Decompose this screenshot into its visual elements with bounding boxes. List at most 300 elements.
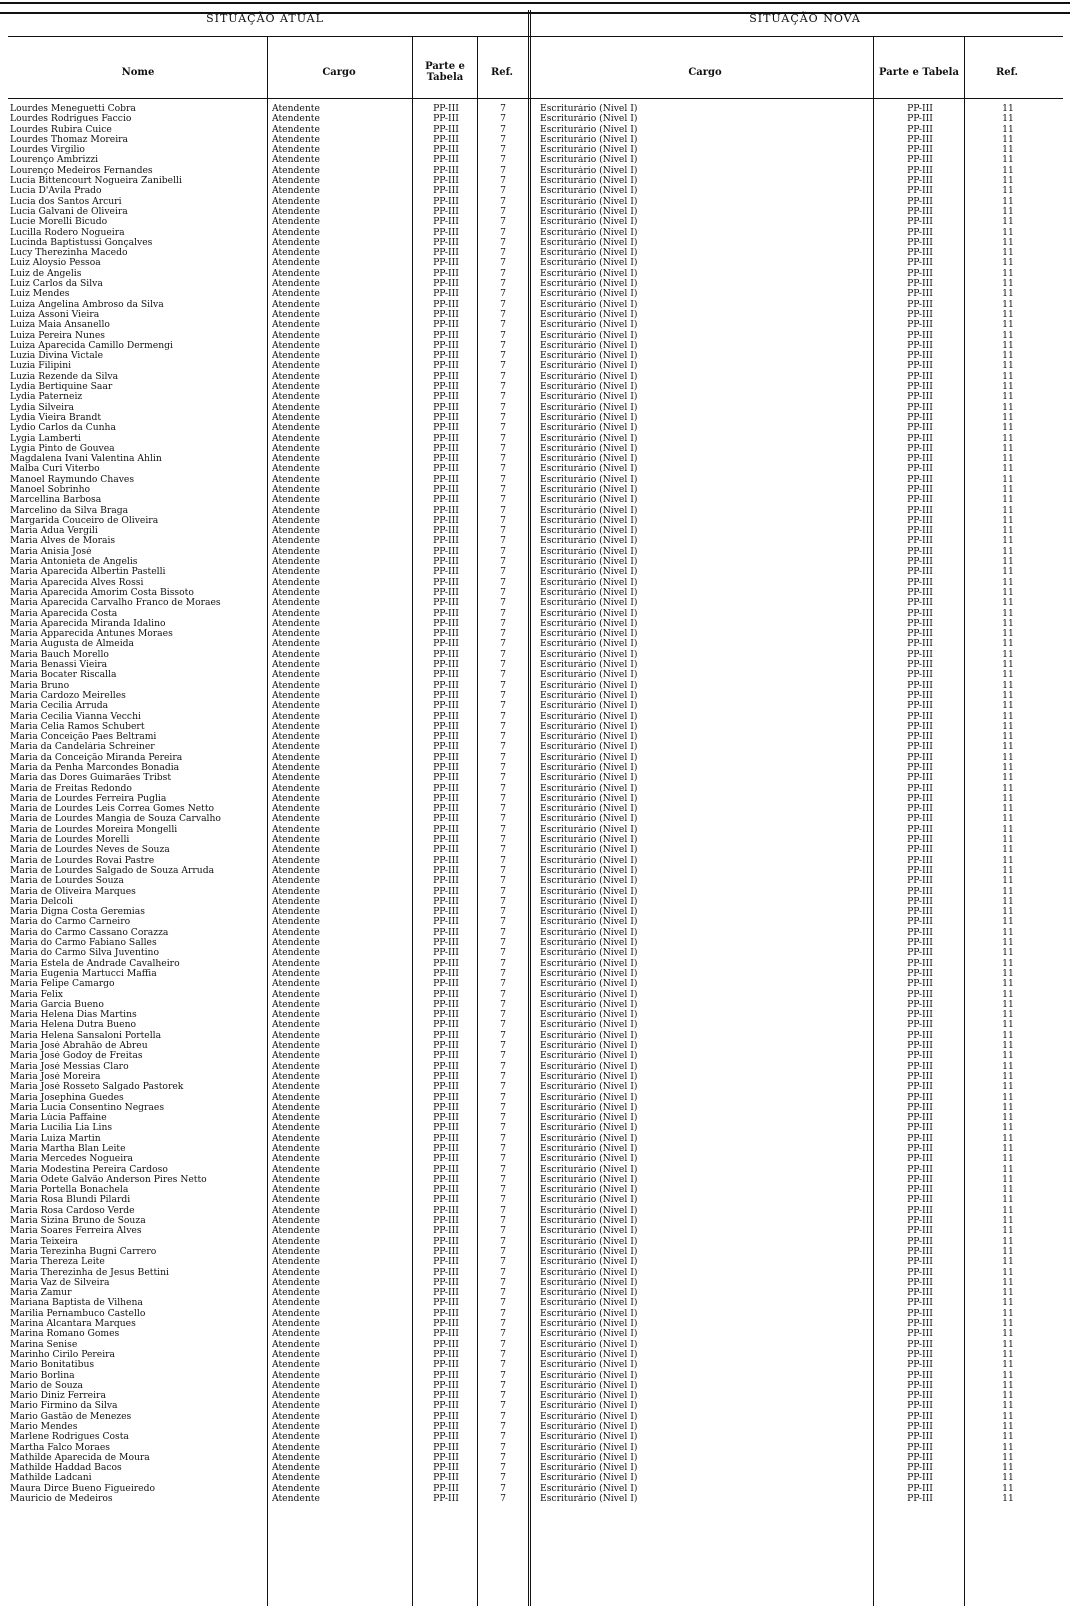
cargo-nova-cell: Escriturário (Nível I) [540, 824, 638, 835]
cargo-nova-cell: Escriturário (Nível I) [540, 1246, 638, 1257]
cargo-atual-cell: Atendente [272, 1246, 320, 1257]
parte-nova-cell: PP-III [907, 289, 933, 300]
parte-nova-cell: PP-III [907, 351, 933, 362]
table-row [0, 1072, 1070, 1082]
section-title-nova: SITUAÇÃO NOVA [749, 12, 861, 25]
table-row [0, 248, 1070, 258]
cargo-nova-cell: Escriturário (Nível I) [540, 536, 638, 547]
ref-nova-cell: 11 [1002, 206, 1014, 217]
parte-nova-cell: PP-III [907, 309, 933, 320]
parte-nova-cell: PP-III [907, 258, 933, 269]
cargo-atual-cell: Atendente [272, 340, 320, 351]
ref-atual-cell: 7 [500, 227, 506, 238]
ref-nova-cell: 11 [1002, 690, 1014, 701]
parte-nova-cell: PP-III [907, 1236, 933, 1247]
parte-atual-cell: PP-III [433, 763, 459, 773]
table-row [0, 887, 1070, 897]
ref-nova-cell: 11 [1002, 1442, 1014, 1453]
parte-nova-cell: PP-III [907, 1391, 933, 1402]
ref-atual-cell: 7 [500, 165, 506, 176]
table-row [0, 1010, 1070, 1020]
ref-nova-cell: 11 [1002, 999, 1014, 1010]
parte-nova-cell: PP-III [907, 1226, 933, 1237]
cargo-atual-cell: Atendente [272, 196, 320, 207]
ref-nova-cell: 11 [1002, 804, 1014, 815]
table-row [0, 516, 1070, 526]
parte-atual-cell: PP-III [433, 587, 459, 598]
table-row [0, 197, 1070, 207]
ref-atual-cell: 7 [500, 1195, 506, 1206]
ref-nova-cell: 11 [1002, 1185, 1014, 1196]
ref-nova-cell: 11 [1002, 1010, 1014, 1021]
ref-atual-cell: 7 [500, 1082, 506, 1093]
parte-nova-cell: PP-III [907, 1360, 933, 1371]
col-header-ref-nova: Ref. [995, 66, 1019, 78]
nome-cell: Maria da Conceição Miranda Pereira [10, 752, 183, 763]
ref-atual-cell: 7 [500, 989, 506, 1000]
table-row [0, 1051, 1070, 1061]
cargo-nova-cell: Escriturário (Nível I) [540, 423, 638, 434]
nome-cell: Luiza Maia Ansanello [10, 320, 110, 331]
table-row [0, 1453, 1070, 1463]
ref-nova-cell: 11 [1002, 793, 1014, 804]
cargo-nova-cell: Escriturário (Nível I) [540, 721, 638, 732]
cargo-atual-cell: Atendente [272, 989, 320, 1000]
parte-atual-cell: PP-III [433, 289, 459, 300]
table-row [0, 773, 1070, 783]
table-row [0, 948, 1070, 958]
cargo-atual-cell: Atendente [272, 773, 320, 784]
ref-nova-cell: 11 [1002, 196, 1014, 207]
parte-atual-cell: PP-III [433, 989, 459, 1000]
nome-cell: Lucia Galvani de Oliveira [10, 206, 128, 217]
cargo-atual-cell: Atendente [272, 1123, 320, 1134]
cargo-nova-cell: Escriturário (Nível I) [540, 742, 638, 753]
cargo-atual-cell: Atendente [272, 1174, 320, 1185]
ref-atual-cell: 7 [500, 1319, 506, 1330]
cargo-atual-cell: Atendente [272, 443, 320, 454]
ref-atual-cell: 7 [500, 1154, 506, 1165]
cargo-nova-cell: Escriturário (Nível I) [540, 145, 638, 156]
parte-atual-cell: PP-III [433, 649, 459, 660]
cargo-nova-cell: Escriturário (Nível I) [540, 958, 638, 969]
ref-atual-cell: 7 [500, 979, 506, 990]
ref-nova-cell: 11 [1002, 763, 1014, 773]
parte-atual-cell: PP-III [433, 557, 459, 568]
ref-atual-cell: 7 [500, 670, 506, 681]
nome-cell: Maria Cecilia Arruda [10, 701, 109, 712]
parte-atual-cell: PP-III [433, 968, 459, 979]
ref-atual-cell: 7 [500, 1041, 506, 1052]
parte-atual-cell: PP-III [433, 515, 459, 526]
cargo-nova-cell: Escriturário (Nível I) [540, 1051, 638, 1062]
cargo-atual-cell: Atendente [272, 1113, 320, 1124]
nome-cell: Maria Felix [10, 989, 63, 1000]
cargo-nova-cell: Escriturário (Nível I) [540, 690, 638, 701]
ref-atual-cell: 7 [500, 371, 506, 382]
nome-cell: Lourdes Virgilio [10, 145, 85, 156]
parte-atual-cell: PP-III [433, 1113, 459, 1124]
nome-cell: Lucilla Rodero Nogueira [10, 227, 125, 238]
cargo-atual-cell: Atendente [272, 1051, 320, 1062]
parte-nova-cell: PP-III [907, 454, 933, 465]
ref-nova-cell: 11 [1002, 968, 1014, 979]
nome-cell: Maria Vaz de Silveira [10, 1277, 110, 1288]
ref-atual-cell: 7 [500, 886, 506, 897]
nome-cell: Maria Martha Blan Leite [10, 1143, 126, 1154]
ref-atual-cell: 7 [500, 505, 506, 516]
ref-atual-cell: 7 [500, 1020, 506, 1031]
parte-atual-cell: PP-III [433, 1082, 459, 1093]
ref-nova-cell: 11 [1002, 1401, 1014, 1412]
ref-atual-cell: 7 [500, 824, 506, 835]
ref-atual-cell: 7 [500, 237, 506, 248]
cargo-atual-cell: Atendente [272, 1143, 320, 1154]
ref-nova-cell: 11 [1002, 1061, 1014, 1072]
ref-nova-cell: 11 [1002, 1267, 1014, 1278]
table-row [0, 938, 1070, 948]
ref-atual-cell: 7 [500, 557, 506, 568]
nome-cell: Maria Anisia José [10, 546, 92, 557]
parte-atual-cell: PP-III [433, 783, 459, 794]
ref-nova-cell: 11 [1002, 382, 1014, 393]
ref-nova-cell: 11 [1002, 165, 1014, 176]
table-row [0, 1103, 1070, 1113]
parte-atual-cell: PP-III [433, 845, 459, 856]
parte-atual-cell: PP-III [433, 629, 459, 640]
cargo-atual-cell: Atendente [272, 629, 320, 640]
cargo-atual-cell: Atendente [272, 1092, 320, 1103]
table-row [0, 1237, 1070, 1247]
table-row [0, 835, 1070, 845]
cargo-atual-cell: Atendente [272, 351, 320, 362]
cargo-atual-cell: Atendente [272, 835, 320, 846]
parte-nova-cell: PP-III [907, 680, 933, 691]
parte-atual-cell: PP-III [433, 1257, 459, 1268]
nome-cell: Maria Cecilia Vianna Vecchi [10, 711, 141, 722]
table-row [0, 567, 1070, 577]
table-row [0, 351, 1070, 361]
table-row [0, 1144, 1070, 1154]
cargo-nova-cell: Escriturário (Nível I) [540, 186, 638, 197]
ref-atual-cell: 7 [500, 536, 506, 547]
table-row [0, 1288, 1070, 1298]
nome-cell: Luiz Aloysio Pessoa [10, 258, 101, 269]
parte-atual-cell: PP-III [433, 896, 459, 907]
parte-atual-cell: PP-III [433, 196, 459, 207]
ref-nova-cell: 11 [1002, 618, 1014, 629]
nome-cell: Luiz de Angelis [10, 268, 82, 279]
ref-nova-cell: 11 [1002, 660, 1014, 671]
parte-atual-cell: PP-III [433, 742, 459, 753]
nome-cell: Luiz Carlos da Silva [10, 279, 103, 290]
nome-cell: Mathilde Haddad Bacos [10, 1463, 122, 1474]
col-header-cargo: Cargo [322, 66, 356, 78]
cargo-atual-cell: Atendente [272, 1041, 320, 1052]
ref-atual-cell: 7 [500, 1185, 506, 1196]
parte-nova-cell: PP-III [907, 701, 933, 712]
ref-nova-cell: 11 [1002, 783, 1014, 794]
cargo-nova-cell: Escriturário (Nível I) [540, 1463, 638, 1474]
table-row [0, 814, 1070, 824]
table-row [0, 650, 1070, 660]
table-row [0, 1020, 1070, 1030]
parte-nova-cell: PP-III [907, 1329, 933, 1340]
parte-nova-cell: PP-III [907, 989, 933, 1000]
parte-atual-cell: PP-III [433, 361, 459, 372]
cargo-atual-cell: Atendente [272, 1422, 320, 1432]
ref-atual-cell: 7 [500, 896, 506, 907]
ref-nova-cell: 11 [1002, 484, 1014, 495]
ref-atual-cell: 7 [500, 968, 506, 979]
cargo-atual-cell: Atendente [272, 1277, 320, 1288]
nome-cell: Lourdes Rodrigues Faccio [10, 114, 132, 125]
table-row [0, 691, 1070, 701]
parte-atual-cell: PP-III [433, 227, 459, 238]
cargo-nova-cell: Escriturário (Nível I) [540, 1329, 638, 1340]
parte-atual-cell: PP-III [433, 1380, 459, 1391]
cargo-atual-cell: Atendente [272, 865, 320, 876]
parte-nova-cell: PP-III [907, 145, 933, 156]
table-row [0, 1298, 1070, 1308]
parte-atual-cell: PP-III [433, 1483, 459, 1494]
table-row [0, 1185, 1070, 1195]
parte-atual-cell: PP-III [433, 1246, 459, 1257]
cargo-nova-cell: Escriturário (Nível I) [540, 1185, 638, 1196]
ref-atual-cell: 7 [500, 1339, 506, 1350]
cargo-atual-cell: Atendente [272, 227, 320, 238]
parte-nova-cell: PP-III [907, 1401, 933, 1412]
ref-nova-cell: 11 [1002, 1205, 1014, 1216]
cargo-atual-cell: Atendente [272, 186, 320, 197]
cargo-atual-cell: Atendente [272, 1463, 320, 1474]
parte-nova-cell: PP-III [907, 536, 933, 547]
parte-nova-cell: PP-III [907, 515, 933, 526]
parte-nova-cell: PP-III [907, 855, 933, 866]
parte-nova-cell: PP-III [907, 629, 933, 640]
parte-nova-cell: PP-III [907, 1494, 933, 1505]
nome-cell: Lygia Pinto de Gouvea [10, 443, 115, 454]
parte-atual-cell: PP-III [433, 1051, 459, 1062]
cargo-atual-cell: Atendente [272, 587, 320, 598]
cargo-atual-cell: Atendente [272, 948, 320, 959]
parte-atual-cell: PP-III [433, 1360, 459, 1371]
cargo-nova-cell: Escriturário (Nível I) [540, 1133, 638, 1144]
table-row [0, 1062, 1070, 1072]
ref-nova-cell: 11 [1002, 1246, 1014, 1257]
table-row [0, 176, 1070, 186]
nome-cell: Maria Helena Sansaloni Portella [10, 1030, 162, 1041]
cargo-nova-cell: Escriturário (Nível I) [540, 886, 638, 897]
cargo-atual-cell: Atendente [272, 1226, 320, 1237]
ref-nova-cell: 11 [1002, 1391, 1014, 1402]
nome-cell: Lucia dos Santos Arcuri [10, 196, 122, 207]
ref-nova-cell: 11 [1002, 567, 1014, 578]
table-row [0, 917, 1070, 927]
ref-nova-cell: 11 [1002, 1298, 1014, 1309]
ref-nova-cell: 11 [1002, 629, 1014, 640]
ref-atual-cell: 7 [500, 701, 506, 712]
cargo-atual-cell: Atendente [272, 454, 320, 465]
cargo-nova-cell: Escriturário (Nível I) [540, 1308, 638, 1319]
cargo-nova-cell: Escriturário (Nível I) [540, 1277, 638, 1288]
cargo-nova-cell: Escriturário (Nível I) [540, 1360, 638, 1371]
nome-cell: Lucy Therezinha Macedo [10, 248, 128, 259]
table-row [0, 1484, 1070, 1494]
ref-atual-cell: 7 [500, 1205, 506, 1216]
table-row [0, 959, 1070, 969]
nome-cell: Maria Garcia Bueno [10, 999, 104, 1010]
ref-atual-cell: 7 [500, 814, 506, 825]
ref-atual-cell: 7 [500, 1483, 506, 1494]
table-row [0, 145, 1070, 155]
parte-nova-cell: PP-III [907, 1185, 933, 1196]
table-row [0, 1195, 1070, 1205]
parte-nova-cell: PP-III [907, 1246, 933, 1257]
ref-atual-cell: 7 [500, 855, 506, 866]
cargo-nova-cell: Escriturário (Nível I) [540, 320, 638, 331]
parte-atual-cell: PP-III [433, 804, 459, 815]
ref-atual-cell: 7 [500, 1061, 506, 1072]
cargo-nova-cell: Escriturário (Nível I) [540, 351, 638, 362]
table-row [0, 1432, 1070, 1442]
parte-atual-cell: PP-III [433, 1329, 459, 1340]
parte-atual-cell: PP-III [433, 474, 459, 485]
ref-atual-cell: 7 [500, 1113, 506, 1124]
ref-nova-cell: 11 [1002, 1463, 1014, 1474]
ref-nova-cell: 11 [1002, 1123, 1014, 1134]
cargo-nova-cell: Escriturário (Nível I) [540, 526, 638, 537]
ref-nova-cell: 11 [1002, 773, 1014, 784]
parte-nova-cell: PP-III [907, 484, 933, 495]
parte-atual-cell: PP-III [433, 1143, 459, 1154]
parte-atual-cell: PP-III [433, 567, 459, 578]
cargo-atual-cell: Atendente [272, 1432, 320, 1443]
cargo-nova-cell: Escriturário (Nível I) [540, 382, 638, 393]
nome-cell: Marina Senise [10, 1339, 78, 1350]
parte-nova-cell: PP-III [907, 1154, 933, 1165]
table-row [0, 1257, 1070, 1267]
table-row [0, 639, 1070, 649]
table-row [0, 444, 1070, 454]
cargo-nova-cell: Escriturário (Nível I) [540, 1442, 638, 1453]
table-row [0, 1463, 1070, 1473]
cargo-atual-cell: Atendente [272, 938, 320, 949]
ref-nova-cell: 11 [1002, 598, 1014, 609]
parte-atual-cell: PP-III [433, 1391, 459, 1402]
ref-atual-cell: 7 [500, 845, 506, 856]
parte-nova-cell: PP-III [907, 773, 933, 784]
col-header-nome: Nome [121, 66, 155, 78]
parte-nova-cell: PP-III [907, 948, 933, 959]
ref-atual-cell: 7 [500, 1463, 506, 1474]
ref-atual-cell: 7 [500, 711, 506, 722]
cargo-nova-cell: Escriturário (Nível I) [540, 896, 638, 907]
cargo-nova-cell: Escriturário (Nível I) [540, 639, 638, 650]
cargo-nova-cell: Escriturário (Nível I) [540, 1030, 638, 1041]
ref-nova-cell: 11 [1002, 515, 1014, 526]
table-row [0, 485, 1070, 495]
ref-nova-cell: 11 [1002, 1483, 1014, 1494]
nome-cell: Mario Mendes [10, 1422, 78, 1432]
cargo-nova-cell: Escriturário (Nível I) [540, 1319, 638, 1330]
parte-atual-cell: PP-III [433, 1494, 459, 1505]
table-row [0, 1082, 1070, 1092]
ref-atual-cell: 7 [500, 1349, 506, 1360]
parte-nova-cell: PP-III [907, 1319, 933, 1330]
nome-cell: Maria José Moreira [10, 1071, 101, 1082]
parte-nova-cell: PP-III [907, 1257, 933, 1268]
cargo-atual-cell: Atendente [272, 1010, 320, 1021]
ref-atual-cell: 7 [500, 351, 506, 362]
ref-atual-cell: 7 [500, 1030, 506, 1041]
table-row [0, 526, 1070, 536]
parte-atual-cell: PP-III [433, 1216, 459, 1227]
table-row [0, 1000, 1070, 1010]
parte-nova-cell: PP-III [907, 958, 933, 969]
nome-cell: Maria de Lourdes Leis Correa Gomes Netto [10, 804, 215, 815]
cargo-nova-cell: Escriturário (Nível I) [540, 1216, 638, 1227]
cargo-atual-cell: Atendente [272, 536, 320, 547]
parte-nova-cell: PP-III [907, 639, 933, 650]
cargo-atual-cell: Atendente [272, 145, 320, 156]
cargo-atual-cell: Atendente [272, 793, 320, 804]
nome-cell: Mathilde Ladcani [10, 1473, 92, 1484]
ref-atual-cell: 7 [500, 639, 506, 650]
parte-atual-cell: PP-III [433, 340, 459, 351]
nome-cell: Lourenço Ambrizzi [10, 155, 99, 166]
parte-atual-cell: PP-III [433, 1463, 459, 1474]
ref-nova-cell: 11 [1002, 639, 1014, 650]
nome-cell: Mariana Baptista de Vilhena [10, 1298, 143, 1309]
ref-atual-cell: 7 [500, 1432, 506, 1443]
ref-nova-cell: 11 [1002, 104, 1014, 114]
table-row [0, 300, 1070, 310]
parte-atual-cell: PP-III [433, 1442, 459, 1453]
nome-cell: Maria Augusta de Almeida [10, 639, 135, 650]
nome-cell: Lourdes Thomaz Moreira [10, 134, 128, 145]
table-row [0, 845, 1070, 855]
cargo-nova-cell: Escriturário (Nível I) [540, 1391, 638, 1402]
ref-atual-cell: 7 [500, 1143, 506, 1154]
nome-cell: Manoel Sobrinho [10, 484, 91, 495]
table-row [0, 279, 1070, 289]
cargo-atual-cell: Atendente [272, 1360, 320, 1371]
parte-nova-cell: PP-III [907, 1288, 933, 1299]
cargo-nova-cell: Escriturário (Nível I) [540, 402, 638, 413]
ref-nova-cell: 11 [1002, 1164, 1014, 1175]
ref-nova-cell: 11 [1002, 1308, 1014, 1319]
nome-cell: Maria Sizina Bruno de Souza [10, 1216, 146, 1227]
parte-atual-cell: PP-III [433, 773, 459, 784]
table-row [0, 1371, 1070, 1381]
cargo-nova-cell: Escriturário (Nível I) [540, 206, 638, 217]
cargo-nova-cell: Escriturário (Nível I) [540, 1267, 638, 1278]
cargo-nova-cell: Escriturário (Nível I) [540, 454, 638, 465]
ref-nova-cell: 11 [1002, 824, 1014, 835]
ref-nova-cell: 11 [1002, 134, 1014, 145]
ref-atual-cell: 7 [500, 1164, 506, 1175]
cargo-atual-cell: Atendente [272, 732, 320, 743]
ref-atual-cell: 7 [500, 948, 506, 959]
table-row [0, 629, 1070, 639]
ref-atual-cell: 7 [500, 690, 506, 701]
ref-nova-cell: 11 [1002, 536, 1014, 547]
table-row [0, 969, 1070, 979]
cargo-atual-cell: Atendente [272, 1195, 320, 1206]
cargo-nova-cell: Escriturário (Nível I) [540, 299, 638, 310]
table-row [0, 403, 1070, 413]
